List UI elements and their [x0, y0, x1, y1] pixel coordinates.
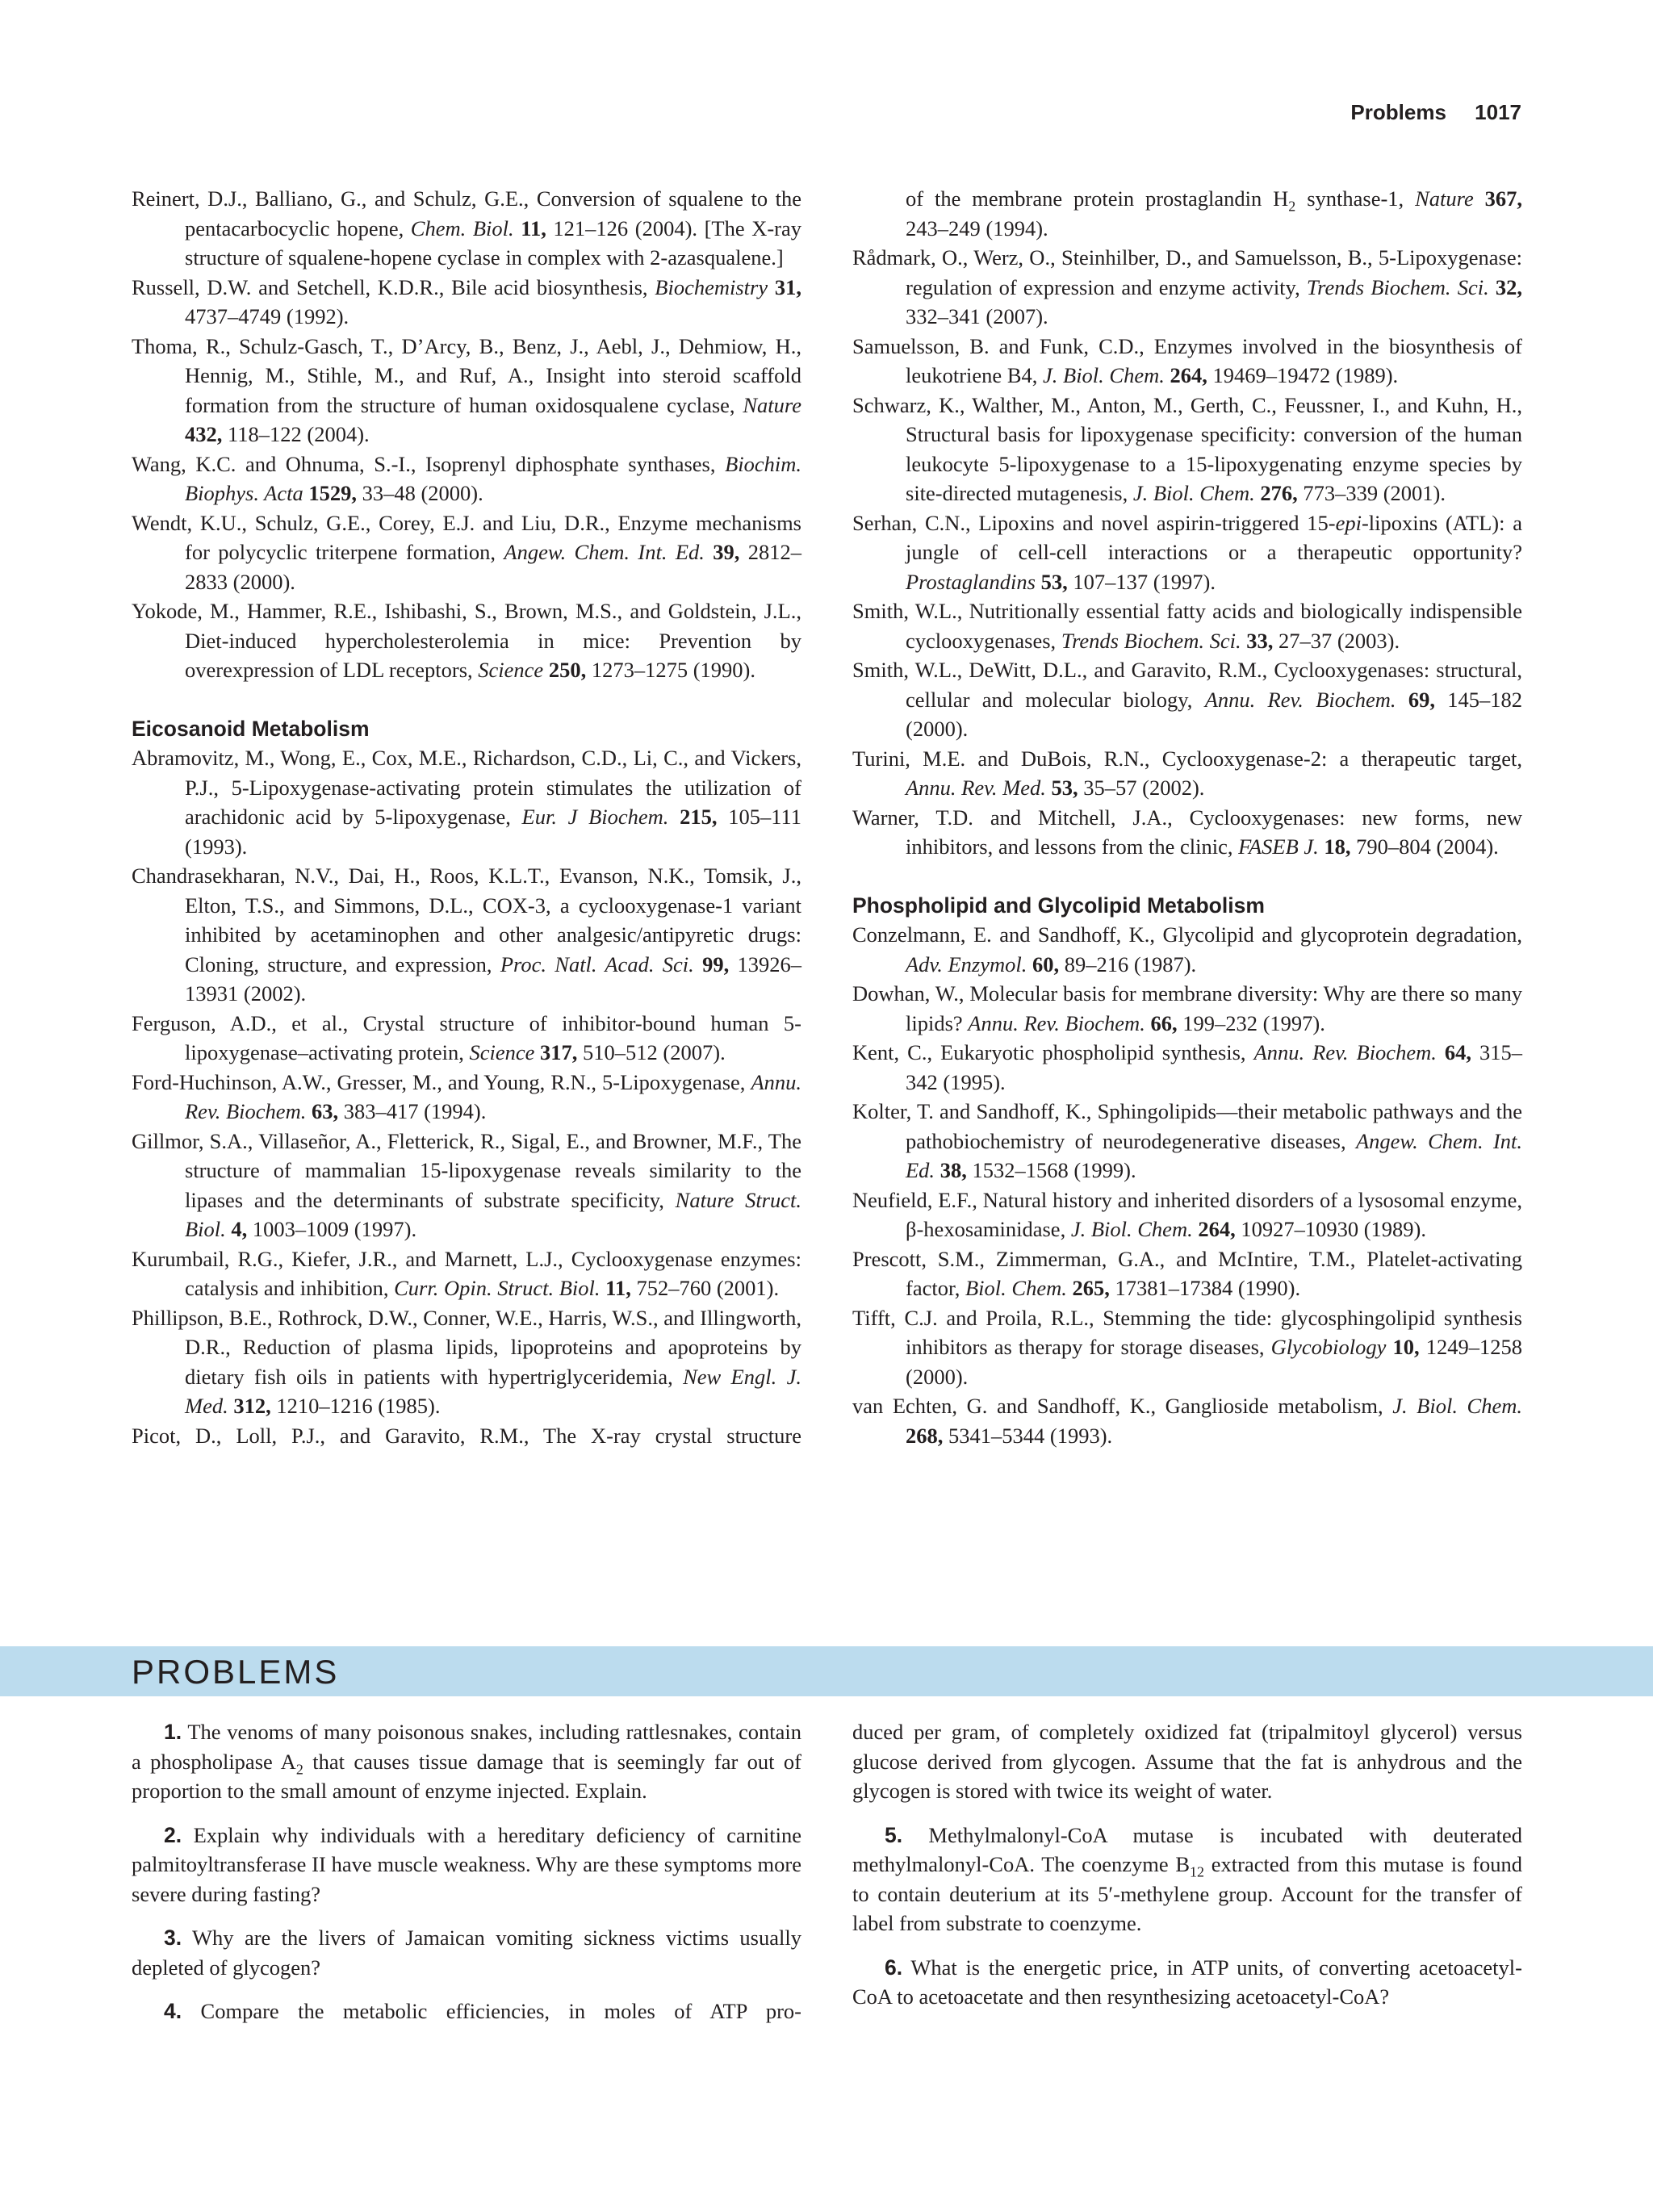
- reference-item: Abramovitz, M., Wong, E., Cox, M.E., Richardson, C.D., Li, C., and Vickers, P.J., 5-Lipoxygenase-activating protein stimulates the utilization of arachidonic acid by 5-lipoxygenase, Eur. J Biochem. 215, 105–111 (1993).: [132, 746, 801, 859]
- reference-item: Prescott, S.M., Zimmerman, G.A., and McIntire, T.M., Platelet-activating factor, Biol. Chem. 265, 17381–17384 (1990).: [852, 1246, 1522, 1300]
- reference-item: Turini, M.E. and DuBois, R.N., Cyclooxygenase-2: a therapeutic target, Annu. Rev. Med. 53, 35–57 (2002).: [852, 746, 1522, 800]
- reference-item: Wendt, K.U., Schulz, G.E., Corey, E.J. and Liu, D.R., Enzyme mechanisms for polycyclic triterpene formation, Angew. Chem. Int. Ed. 39, 2812–2833 (2000).: [132, 510, 802, 594]
- section-heading-phospholipid: Phospholipid and Glycolipid Metabolism: [852, 893, 1265, 918]
- reference-item: van Echten, G. and Sandhoff, K., Ganglioside metabolism, J. Biol. Chem. 268, 5341–5344 (1993).: [852, 1394, 1522, 1448]
- reference-list-sterol: [132, 184, 801, 685]
- reference-item: Dowhan, W., Molecular basis for membrane diversity: Why are there so many lipids? Annu. Rev. Biochem. 66, 199–232 (1997).: [852, 981, 1522, 1035]
- section-heading-eicosanoid: Eicosanoid Metabolism: [132, 716, 370, 741]
- reference-item-continued: of the membrane protein prostaglandin $H_2$ synthase-1, Nature 367, 243–249 (1994).: [906, 186, 1523, 240]
- problem-item: 6. What is the energetic price, in ATP units, of converting acetoacetyl-CoA to acetoacetate and then resynthesizing acetoacetyl-CoA?: [852, 1955, 1522, 2009]
- reference-item: Russell, D.W. and Setchell, K.D.R., Bile acid biosynthesis, Biochemistry 31, 4737–4749 (1992).: [132, 274, 801, 328]
- reference-item: Chandrasekharan, N.V., Dai, H., Roos, K.L.T., Evanson, N.K., Tomsik, J., Elton, T.S., and Simmons, D.L., COX-3, a cyclooxygenase-1 variant inhibited by acetaminophen and other analgesic/antipyretic drugs: Cloning, structure, and expression, Proc. Natl. Acad. Sci. 99, 13926–13931 (2002).: [132, 863, 802, 1006]
- reference-item: Ford-Huchinson, A.W., Gresser, M., and Young, R.N., 5-Lipoxygenase, Annu. Rev. Biochem. 63, 383–417 (1994).: [132, 1069, 801, 1123]
- reference-item: Tifft, C.J. and Proila, R.L., Stemming the tide: glycosphingolipid synthesis inhibitors as therapy for storage diseases, Glycobiology 10, 1249–1258 (2000).: [852, 1305, 1523, 1389]
- problem-number: 5.: [885, 1822, 903, 1847]
- problem-number: 3.: [164, 1926, 182, 1950]
- reference-item: Reinert, D.J., Balliano, G., and Schulz, G.E., Conversion of squalene to the pentacarbocyclic hopene, Chem. Biol. 11, 121–126 (2004). [The X-ray structure of squalene-hopene cyclase in complex with 2-azasqualene.]: [132, 186, 801, 270]
- problem-number: 4.: [164, 1999, 182, 2023]
- reference-item: Kurumbail, R.G., Kiefer, J.R., and Marnett, L.J., Cyclooxygenase enzymes: catalysis and inhibition, Curr. Opin. Struct. Biol. 11, 752–760 (2001).: [132, 1246, 801, 1300]
- problems-left-column: [132, 1717, 801, 2041]
- reference-item: Picot, D., Loll, P.J., and Garavito, R.M., The X-ray crystal structure: [132, 1423, 801, 1448]
- problem-item: 5. Methylmalonyl-CoA mutase is incubated with deuterated methylmalonyl-CoA. The coenzyme $B_{12}$ extracted from this mutase is found to contain deuterium at its 5′-methylene group. Account for the transfer of label from substrate to coenzyme.: [852, 1822, 1522, 1935]
- reference-item: Smith, W.L., DeWitt, D.L., and Garavito, R.M., Cyclooxygenases: structural, cellular and molecular biology, Annu. Rev. Biochem. 69, 145–182 (2000).: [852, 658, 1522, 741]
- running-head-section: Problems: [1350, 100, 1446, 124]
- reference-item: Yokode, M., Hammer, R.E., Ishibashi, S., Brown, M.S., and Goldstein, J.L., Diet-induced hypercholesterolemia in mice: Prevention by overexpression of LDL receptors, Science 250, 1273–1275 (1990).: [132, 599, 801, 682]
- reference-item: Kolter, T. and Sandhoff, K., Sphingolipids—their metabolic pathways and the pathobiochemistry of neurodegenerative diseases, Angew. Chem. Int. Ed. 38, 1532–1568 (1999).: [852, 1099, 1523, 1182]
- page-number: 1017: [1475, 100, 1521, 124]
- reference-item: Rådmark, O., Werz, O., Steinhilber, D., and Samuelsson, B., 5-Lipoxygenase: regulation of expression and enzyme activity, Trends Biochem. Sci. 32, 332–341 (2007).: [852, 245, 1523, 328]
- reference-item: Smith, W.L., Nutritionally essential fatty acids and biologically indispensible cyclooxygenases, Trends Biochem. Sci. 33, 27–37 (2003).: [852, 599, 1522, 653]
- reference-list-eicosanoid-b: [852, 184, 1522, 862]
- problem-item: 4. Compare the metabolic efficiencies, in moles of ATP pro-: [164, 1999, 801, 2023]
- problem-number: 6.: [885, 1955, 903, 1980]
- reference-item: Phillipson, B.E., Rothrock, D.W., Conner, W.E., Harris, W.S., and Illingworth, D.R., Reduction of plasma lipids, lipoproteins and apoproteins by dietary fish oils in patients with hypertriglyceridemia, New Engl. J. Med. 312, 1210–1216 (1985).: [132, 1305, 801, 1418]
- problems-right-column: [852, 1717, 1522, 2026]
- reference-item: Kent, C., Eukaryotic phospholipid synthesis, Annu. Rev. Biochem. 64, 315–342 (1995).: [852, 1040, 1523, 1094]
- reference-item: Samuelsson, B. and Funk, C.D., Enzymes involved in the biosynthesis of leukotriene B4, J. Biol. Chem. 264, 19469–19472 (1989).: [852, 333, 1522, 387]
- reference-item: Schwarz, K., Walther, M., Anton, M., Gerth, C., Feussner, I., and Kuhn, H., Structural basis for lipoxygenase specificity: conversion of the human leukocyte 5-lipoxygenase to a 15-lipoxygenating enzyme species by site-directed mutagenesis, J. Biol. Chem. 276, 773–339 (2001).: [852, 392, 1522, 505]
- problem-item-continued: duced per gram, of completely oxidized fat (tripalmitoyl glycerol) versus glucose derived from glycogen. Assume that the fat is anhydrous and the glycogen is stored with twice its weight of water.: [852, 1720, 1522, 1803]
- reference-list-eicosanoid-a: [132, 743, 801, 1450]
- reference-list-phospholipid: [852, 920, 1522, 1450]
- references-left-column: [132, 184, 801, 1450]
- reference-item: Thoma, R., Schulz-Gasch, T., D’Arcy, B., Benz, J., Aebl, J., Dehmiow, H., Hennig, M., Stihle, M., and Ruf, A., Insight into steroid scaffold formation from the structure of human oxidosqualene cyclase, Nature 432, 118–122 (2004).: [132, 333, 801, 446]
- references-right-column: [852, 184, 1522, 1450]
- running-head: [1350, 100, 1521, 125]
- reference-item: Gillmor, S.A., Villaseñor, A., Fletterick, R., Sigal, E., and Browner, M.F., The structure of mammalian 15-lipoxygenase reveals similarity to the lipases and the determinants of substrate specificity, Nature Struct. Biol. 4, 1003–1009 (1997).: [132, 1128, 801, 1241]
- problems-title: PROBLEMS: [132, 1653, 340, 1691]
- problem-item: 2. Explain why individuals with a hereditary deficiency of carnitine palmitoyltransferase II have muscle weakness. Why are these symptoms more severe during fasting?: [132, 1822, 801, 1906]
- problem-item: 1. The venoms of many poisonous snakes, including rattlesnakes, contain a phospholipase $A_2$ that causes tissue damage that is seemingly far out of proportion to the small amount of enzyme injected. Explain.: [132, 1720, 801, 1803]
- reference-item: Ferguson, A.D., et al., Crystal structure of inhibitor-bound human 5-lipoxygenase–activating protein, Science 317, 510–512 (2007).: [132, 1010, 801, 1064]
- reference-item: Warner, T.D. and Mitchell, J.A., Cyclooxygenases: new forms, new inhibitors, and lessons from the clinic, FASEB J. 18, 790–804 (2004).: [852, 805, 1522, 859]
- reference-item: Serhan, C.N., Lipoxins and novel aspirin-triggered 15-epi-lipoxins (ATL): a jungle of cell-cell interactions or a therapeutic opportunity? Prostaglandins 53, 107–137 (1997).: [852, 510, 1522, 594]
- reference-item: Wang, K.C. and Ohnuma, S.-I., Isoprenyl diphosphate synthases, Biochim. Biophys. Acta 1529, 33–48 (2000).: [132, 451, 801, 505]
- problem-item: 3. Why are the livers of Jamaican vomiting sickness victims usually depleted of glycogen?: [132, 1926, 801, 1980]
- problem-number: 2.: [164, 1822, 182, 1847]
- reference-item: Conzelmann, E. and Sandhoff, K., Glycolipid and glycoprotein degradation, Adv. Enzymol. 60, 89–216 (1987).: [852, 922, 1522, 976]
- reference-item: Neufield, E.F., Natural history and inherited disorders of a lysosomal enzyme, β-hexosaminidase, J. Biol. Chem. 264, 10927–10930 (1989).: [852, 1187, 1522, 1241]
- problem-number: 1.: [164, 1720, 182, 1744]
